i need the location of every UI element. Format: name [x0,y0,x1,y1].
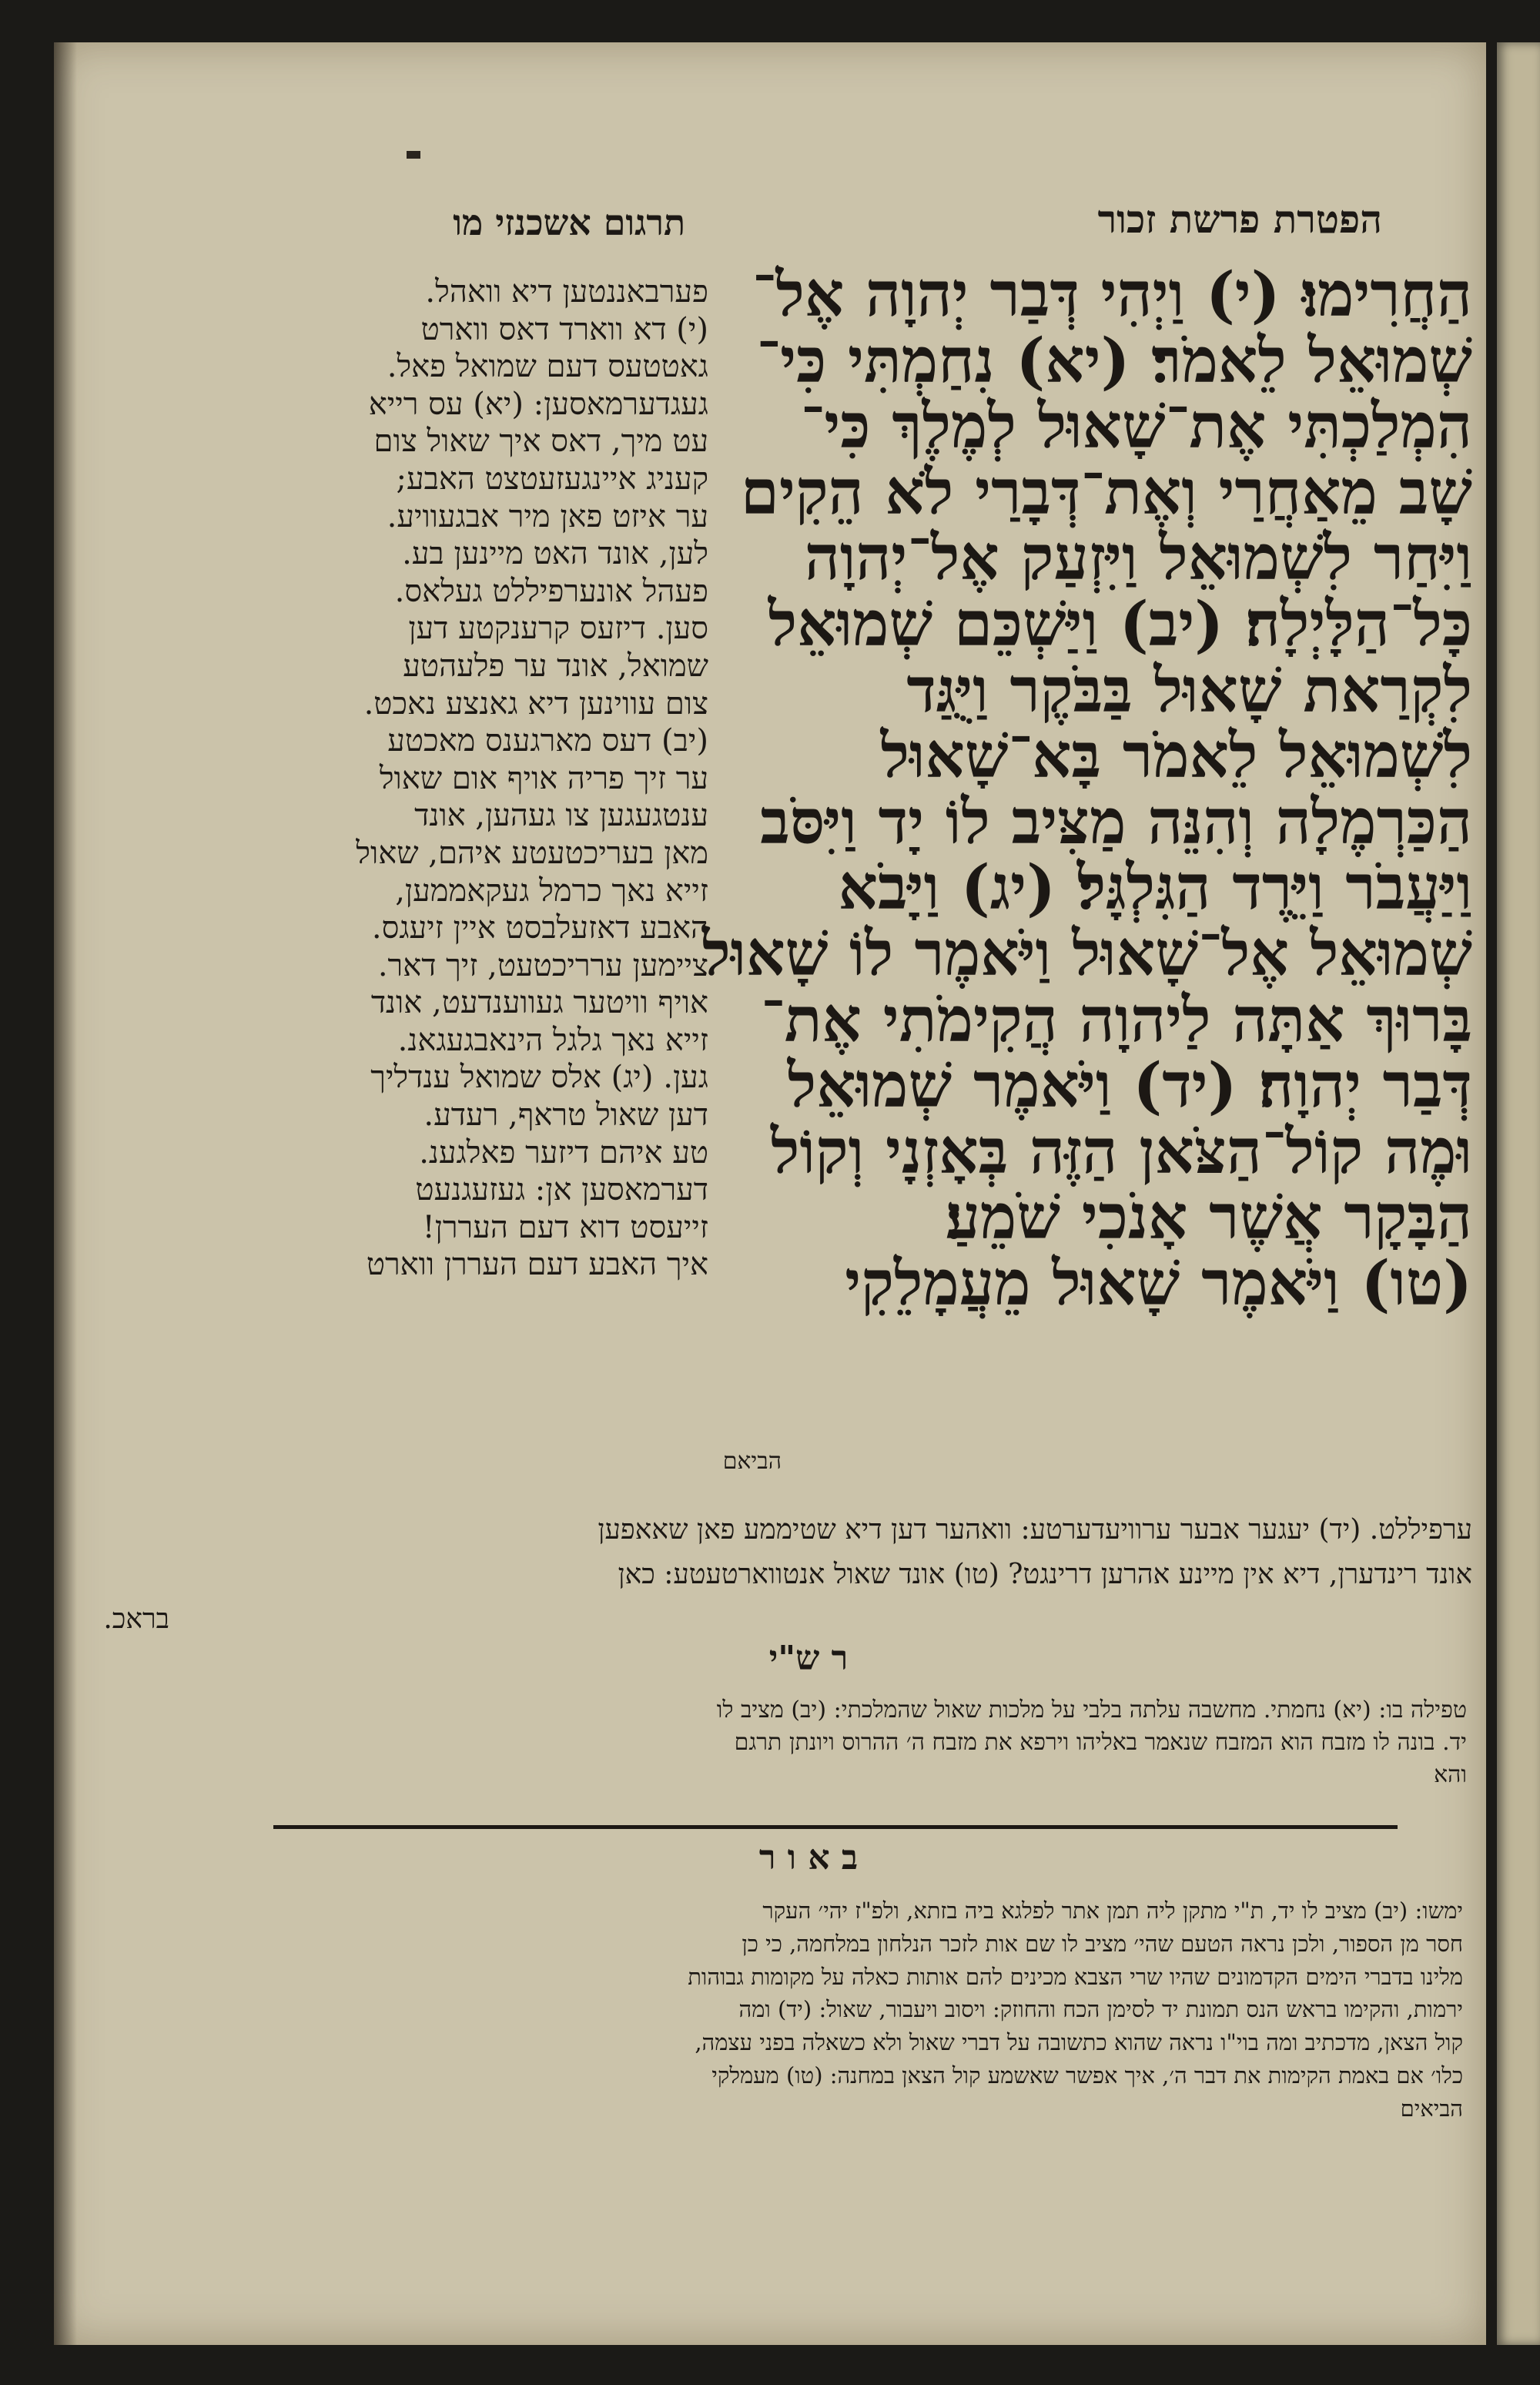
hebrew-catchword: הביאם [722,1448,782,1475]
yiddish-line: עט מיך, דאס איך שאול צום [373,424,708,460]
yiddish-continuation-line: בראכ. [103,1603,169,1635]
yiddish-continuation-line: ערפיללט. (יד) יעגער אבער ערוויעדערטע: וואהער דען דיא שטיממע פאן שאאפען [598,1514,1472,1546]
biur-line: הביאים [1400,2095,1463,2122]
yiddish-line: זייעסט דוא דעם העררן! [422,1209,708,1245]
biur-commentary [688,1894,1463,2125]
hebrew-line: (טו) וַיֹּאמֶר שָׁאוּל מֵעֲמָלֵקִי [845,1246,1472,1319]
yiddish-line: צום עווינען דיא גאנצע נאכט. [363,685,708,722]
yiddish-line: לען, אונד האט מיינען בע. [402,536,708,572]
yiddish-line: סען. דיזעס קרענקטע דען [408,611,708,647]
yiddish-line: געגדערמאסען: (יא) עס רייא [368,386,708,422]
hebrew-line: לִקְרַאת שָׁאוּל בַּבֹּקֶר וַיֻּגַּד [906,653,1472,726]
biur-line: כלו׳ אם באמת הקימות את דבר ה׳, איך אפשר שאשמע קול הצאן במחנה: (טו) מעמלקי [711,2062,1463,2089]
yiddish-line: גאטטעס דעם שמואל פאל. [387,349,708,385]
translation-title: תרגום אשכנזי מו [453,202,685,243]
hebrew-line: הַחֲרִימוּ׃ (י) וַיְהִי דְּבַר יְהוָה אֶל־ [752,258,1472,330]
yiddish-line: (יב) דעס מארגענס מאכטע [387,723,708,759]
hebrew-line: הַבָּקָר אֲשֶׁר אָנֹכִי שֹׁמֵעַ׃ [945,1181,1472,1254]
rashi-line: והא [1434,1761,1467,1788]
hebrew-line: הַכַּרְמֶלָה וְהִנֵּה מַצִּיב לוֹ יָד וַיִּסֹּב [760,785,1472,858]
yiddish-line: פעהל אונערפיללט געלאס. [394,573,708,609]
ink-mark [407,151,420,159]
yiddish-line: טע איהם דיזער פאלגענ. [419,1134,708,1171]
hebrew-line: דְּבַר יְהוָה׃ (יד) וַיֹּאמֶר שְׁמוּאֵל [787,1049,1472,1122]
hebrew-line: וַיַּעֲבֹר וַיֵּרֶד הַגִּלְגָּל׃ (יג) וַיָּבֹא [838,851,1472,924]
hebrew-line: שְׁמוּאֵל לֵאמֹר׃ (יא) נִחַמְתִּי כִּי־ [756,323,1472,397]
yiddish-line: מאן בעריכטעטע איהם, שאול [356,835,708,871]
yiddish-line: זייא נאך גלגל הינאבגעגאנ. [397,1022,708,1058]
section-divider [273,1825,1398,1829]
hebrew-line: לִשְׁמוּאֵל לֵאמֹר בָּא־שָׁאוּל [880,719,1472,792]
yiddish-line: האבע דאזעלבסט איין זיעגס. [371,910,708,946]
biur-heading: ב א ו ר [758,1838,859,1878]
rashi-line: טפילה בו: (יא) נחמתי. מחשבה עלתה בלבי על מלכות שאול שהמלכתי: (יב) מציב לו [716,1697,1467,1723]
yiddish-line: ציימען ערריכטעט, זיך דאר. [377,947,708,983]
next-page-edge [1497,42,1540,2345]
rashi-commentary [717,1694,1467,1791]
binding-shadow [54,42,77,2345]
yiddish-line: קעניג איינגעזעטצט האבע; [396,461,708,497]
yiddish-translation-column [169,273,708,1284]
yiddish-line: שמואל, אונד ער פלעהטע [403,648,708,684]
hebrew-text-column [701,258,1472,1319]
yiddish-line: (י) דא ווארד דאס ווארט [420,311,708,347]
biur-line: ירמות, והקימו בראש הנס תמונת יד לסימן הכח והחוזק: ויסוב ויעבור, שאול: (יד) ומה [738,1996,1463,2023]
yiddish-line: איך האבע דעם העררן ווארט [366,1247,708,1283]
biur-line: קול הצאן, מדכתיב ומה בוי"ו נראה שהוא כתשובה על דברי שאול ולא כשאלה בפני עצמה, [695,2029,1463,2056]
hebrew-line: בָּרוּךְ אַתָּה לַיהוָה הֲקִימֹתִי אֶת־ [761,983,1472,1056]
yiddish-line: דערמאסען אן: געזעגנעט [415,1172,708,1208]
yiddish-line: גען. (יג) אלס שמואל ענדליך [370,1060,708,1096]
hebrew-line: כָּל־הַלָּיְלָה׃ (יב) וַיַּשְׁכֵּם שְׁמוּאֵל [768,587,1472,660]
rashi-line: יד. בונה לו מזבח הוא המזבח שנאמר באליהו וירפא את מזבח ה׳ ההרוס ויונתן תרגם [734,1729,1467,1756]
haftarah-title: הפטרת פרשת זכור [1097,196,1382,242]
hebrew-line: וַיִּחַר לִשְׁמוּאֵל וַיִּזְעַק אֶל־יְהוָה [804,521,1472,595]
biur-line: חסר מן הספור, ולכן נראה הטעם שהי׳ מציב לו שם אות לזכר הנלחון במלחמה, כי כן [742,1930,1463,1957]
hebrew-line: שָׁב מֵאַחֲרַי וְאֶת־דְּבָרַי לֹא הֵקִים [740,455,1472,528]
biur-line: ימשו: (יב) מציב לו יד, ת"י מתקן ליה תמן אתר לפלגא ביה בזתא, ולפ"ז יהי׳ העקר [762,1898,1463,1924]
yiddish-line: זייא נאך כרמל געקאממען, [395,873,708,909]
yiddish-continuation-line: אונד רינדערן, דיא אין מיינע אהרען דרינגט? (טו) אונד שאול אנטווארטעטע: כאן [618,1559,1472,1590]
yiddish-line: ענטגעגען צו געהען, אונד [414,798,708,834]
biur-line: מלינו בדברי הימים הקדמונים שהיו שרי הצבא מכינים להם אותות כאלה על מקומות גבוהות [688,1963,1463,1990]
yiddish-line: ער זיך פריה אויף אום שאול [379,760,708,796]
yiddish-line: ער איזט פאן מיר אבגעוויע. [387,498,708,534]
yiddish-line: דען שאול טראף, רעדע. [424,1097,708,1134]
hebrew-line: הִמְלַכְתִּי אֶת־שָׁאוּל לְמֶלֶךְ כִּי־ [800,390,1472,463]
hebrew-line: שְׁמוּאֵל אֶל־שָׁאוּל וַיֹּאמֶר לוֹ שָׁאוּל [701,916,1472,990]
yiddish-line: פערבאננטען דיא וואהל. [425,274,708,310]
yiddish-line: אויף וויטער געווענדעט, אונד [370,985,708,1021]
rashi-heading: ר ש"י [768,1639,849,1678]
hebrew-line: וּמֶה קוֹל־הַצֹּאן הַזֶּה בְּאָזְנָי וְקוֹל [770,1114,1472,1187]
